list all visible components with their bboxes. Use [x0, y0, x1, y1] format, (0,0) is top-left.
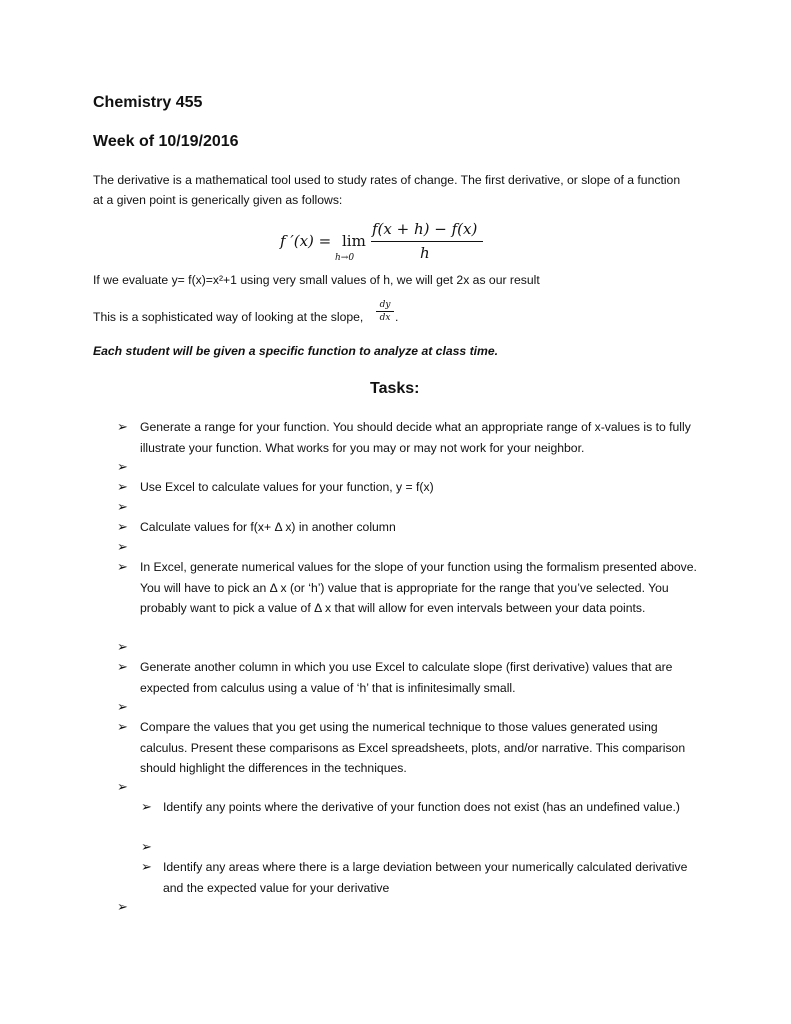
formula-limit-subscript: h→0	[335, 253, 355, 263]
bullet-arrow-icon: ➢	[117, 559, 128, 574]
slope-paragraph: This is a sophisticated way of looking at the slope,	[93, 310, 364, 324]
task-item: Generate a range for your function. You should decide what an appropriate range of x-values is to fully illustrate your function. What works for you may or may not work for your neighbor.	[140, 420, 691, 455]
evaluate-paragraph: If we evaluate y= f(x)=x²+1 using very small values of h, we will get 2x as our result	[93, 273, 540, 287]
derivative-formula	[280, 220, 500, 268]
bullet-arrow-icon: ➢	[141, 839, 152, 854]
task-item: Identify any points where the derivative of your function does not exist (has an undefined value.)	[163, 800, 680, 814]
task-item: Identify any areas where there is a large deviation between your numerically calculated derivative and the expected value for your derivative	[163, 860, 688, 895]
bullet-arrow-icon: ➢	[117, 479, 128, 494]
bullet-arrow-icon: ➢	[117, 639, 128, 654]
bullet-arrow-icon: ➢	[117, 419, 128, 434]
course-title: Chemistry 455	[93, 94, 203, 111]
task-item: Generate another column in which you use Excel to calculate slope (first derivative) values that are expected from calculus using a value of ‘h’ that is infinitesimally small.	[140, 660, 673, 695]
bullet-arrow-icon: ➢	[117, 459, 128, 474]
bullet-arrow-icon: ➢	[117, 499, 128, 514]
student-note: Each student will be given a specific function to analyze at class time.	[93, 344, 499, 358]
formula-denominator: h	[420, 244, 430, 262]
bullet-arrow-icon: ➢	[117, 779, 128, 794]
bullet-arrow-icon: ➢	[117, 719, 128, 734]
bullet-arrow-icon: ➢	[117, 519, 128, 534]
formula-lhs: f ′(x) =	[280, 232, 332, 250]
formula-numerator: f(x + h) − f(x)	[372, 220, 478, 238]
task-item: Compare the values that you get using the numerical technique to those values generated using calculus. Present these comparisons as Excel spreadsheets, plots, and/or narrative. This comparison should highlight the differences in the techniques.	[140, 720, 686, 775]
intro-paragraph: The derivative is a mathematical tool used to study rates of change. The first derivative, or slope of a function at a given point is generically given as follows:	[93, 173, 681, 207]
task-item: Use Excel to calculate values for your function, y = f(x)	[140, 480, 434, 494]
slope-period: .	[395, 310, 399, 324]
task-item: Calculate values for f(x+ Δ x) in another column	[140, 520, 396, 534]
dy-numerator: dy	[379, 300, 391, 310]
dx-denominator: dx	[379, 313, 391, 323]
dy-dx-fraction	[376, 300, 394, 323]
formula-fraction-bar	[371, 241, 483, 242]
bullet-arrow-icon: ➢	[117, 899, 128, 914]
dy-dx-bar	[376, 311, 394, 312]
bullet-arrow-icon: ➢	[141, 799, 152, 814]
bullet-arrow-icon: ➢	[117, 539, 128, 554]
week-heading: Week of 10/19/2016	[93, 133, 239, 150]
bullet-arrow-icon: ➢	[117, 659, 128, 674]
bullet-arrow-icon: ➢	[117, 699, 128, 714]
tasks-heading: Tasks:	[370, 380, 420, 397]
bullet-arrow-icon: ➢	[141, 859, 152, 874]
formula-lim: lim	[342, 232, 366, 250]
task-item: In Excel, generate numerical values for the slope of your function using the formalism presented above. You will have to pick an Δ x (or ‘h’) value that is appropriate for the range that you’ve selected. You probably want to pick a value of Δ x that will allow for even intervals between your data points.	[140, 560, 697, 615]
